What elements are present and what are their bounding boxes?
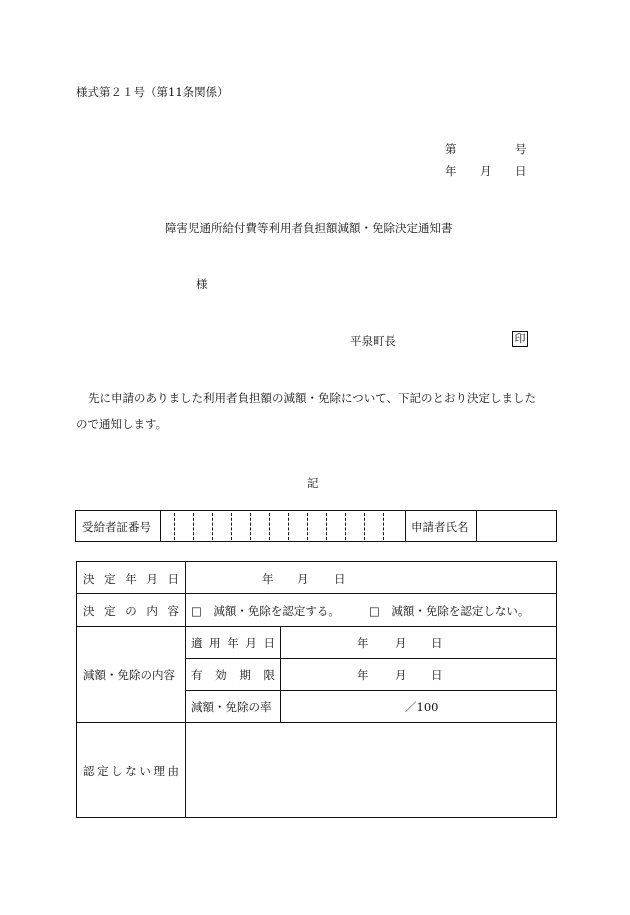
valid-period-label: 有 効 期 限	[191, 668, 275, 682]
digit-divider	[269, 513, 270, 540]
digit-divider	[193, 513, 194, 540]
decision-date-field[interactable]	[186, 562, 556, 593]
digit-divider	[288, 513, 289, 540]
digit-divider	[345, 513, 346, 540]
form-number: 様式第２１号（第11条関係）	[76, 85, 229, 99]
doc-number-dai: 第	[445, 142, 457, 156]
apply-date-month: 月	[395, 636, 407, 650]
apply-date-year: 年	[357, 636, 369, 650]
reason-field[interactable]	[186, 723, 556, 817]
apply-date-label: 適 用 年 月 日	[191, 636, 275, 650]
addressee-suffix: 様	[196, 277, 208, 291]
rate-label: 減額・免除の率	[191, 700, 272, 714]
document-title: 障害児通所給付費等利用者負担額減額・免除決定通知書	[165, 221, 453, 235]
date-month: 月	[480, 164, 492, 178]
applicant-name-label-cell	[405, 511, 477, 541]
decision-date-label: 決 定 年 月 日	[83, 572, 179, 586]
valid-period-month: 月	[395, 668, 407, 682]
applicant-name-label: 申請者氏名	[411, 520, 469, 534]
apply-date-day: 日	[431, 636, 443, 650]
body-line-2: ので通知します。	[76, 417, 168, 431]
decision-date-day: 日	[334, 572, 346, 586]
digit-divider	[212, 513, 213, 540]
option-reject-checkbox[interactable]: □ 減額・免除を認定しない。	[369, 604, 530, 618]
body-line-1: 先に申請のありました利用者負担額の減額・免除について、下記のとおり決定しました	[88, 391, 537, 405]
rate-field[interactable]	[281, 690, 556, 722]
digit-divider	[231, 513, 232, 540]
applicant-name-field[interactable]	[477, 511, 556, 541]
option-approve-checkbox[interactable]: □ 減額・免除を認定する。	[191, 604, 340, 618]
date-day: 日	[515, 164, 527, 178]
seal-stamp: 印	[512, 331, 528, 347]
date-year: 年	[445, 164, 457, 178]
recipient-number-digits[interactable]	[161, 511, 405, 541]
issuer-name: 平泉町長	[350, 334, 396, 348]
valid-period-day: 日	[431, 668, 443, 682]
decision-table	[76, 561, 557, 818]
valid-period-field[interactable]	[281, 658, 556, 690]
row-divider	[77, 593, 556, 594]
rate-value: ／100	[405, 700, 439, 714]
digit-divider	[364, 513, 365, 540]
digit-divider	[326, 513, 327, 540]
doc-number-go: 号	[515, 142, 527, 156]
apply-date-field[interactable]	[281, 626, 556, 658]
digit-divider	[307, 513, 308, 540]
recipient-number-label-cell	[76, 511, 161, 541]
ki-heading: 記	[307, 476, 319, 490]
decision-content-label: 決 定 の 内 容	[83, 604, 179, 618]
reason-label: 認 定 し な い 理 由	[83, 764, 179, 778]
valid-period-year: 年	[357, 668, 369, 682]
decision-date-year: 年	[262, 572, 274, 586]
decision-date-month: 月	[297, 572, 309, 586]
reduction-content-label: 減額・免除の内容	[83, 668, 175, 682]
recipient-table	[75, 510, 557, 542]
digit-divider	[250, 513, 251, 540]
recipient-number-label: 受給者証番号	[82, 520, 151, 534]
digit-divider	[174, 513, 175, 540]
digit-divider	[383, 513, 384, 540]
